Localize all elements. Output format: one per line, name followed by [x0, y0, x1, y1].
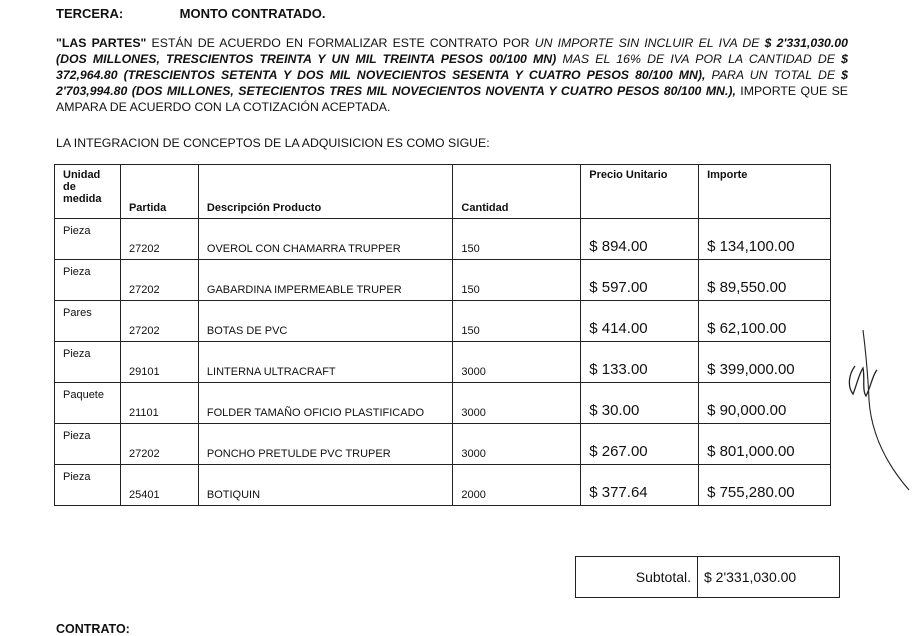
cell-partida: 27202	[120, 424, 198, 465]
para-amount-iva: $ 372,964.80 (TRESCIENTOS SETENTA Y DOS MIL NOVECIENTOS SESENTA Y CUATRO PESOS 80/100 MN),	[56, 52, 848, 82]
cell-partida: 21101	[120, 383, 198, 424]
cell-partida: 25401	[120, 465, 198, 506]
parties-text: "LAS PARTES"	[56, 36, 147, 50]
cell-quantity: 150	[453, 260, 581, 301]
cell-unit-price: $ 597.00	[581, 260, 699, 301]
cell-amount: $ 89,550.00	[699, 260, 831, 301]
table-row	[55, 342, 831, 383]
cell-unit-price: $ 894.00	[581, 219, 699, 260]
subtotal-box	[575, 556, 840, 598]
table-header-row	[55, 165, 831, 219]
cell-unit-price: $ 30.00	[581, 383, 699, 424]
cell-quantity: 3000	[453, 424, 581, 465]
cell-amount: $ 801,000.00	[699, 424, 831, 465]
para-italic-2: MAS EL 16% DE IVA POR LA CANTIDAD DE	[556, 52, 842, 66]
cell-description: OVEROL CON CHAMARRA TRUPPER	[198, 219, 453, 260]
cell-unit: Pieza	[55, 219, 121, 260]
cell-unit: Paquete	[55, 383, 121, 424]
header-unit: Unidad de medida	[55, 165, 121, 219]
cell-unit: Pieza	[55, 342, 121, 383]
cell-description: PONCHO PRETULDE PVC TRUPER	[198, 424, 453, 465]
cell-unit-price: $ 414.00	[581, 301, 699, 342]
cell-description: BOTIQUIN	[198, 465, 453, 506]
para-text-1: ESTÁN DE ACUERDO EN FORMALIZAR ESTE CONTRATO POR	[146, 36, 535, 50]
table-row	[55, 424, 831, 465]
cell-amount: $ 755,280.00	[699, 465, 831, 506]
subtotal-value: $ 2'331,030.00	[704, 569, 797, 585]
cell-quantity: 150	[453, 301, 581, 342]
para-amount-subtotal: $ 2'331,030.00 (DOS MILLONES, TRESCIENTOS TREINTA Y UN MIL TREINTA PESOS 00/100 MN)	[56, 36, 848, 66]
amount-paragraph	[56, 35, 848, 115]
cell-unit: Pieza	[55, 465, 121, 506]
cell-unit: Pares	[55, 301, 121, 342]
para-amount-total: $ 2'703,994.80 (DOS MILLONES, SETECIENTOS TRES MIL NOVECIENTOS NOVENTA Y CUATRO PESOS 80/100 MN.),	[56, 68, 848, 98]
cell-unit: Pieza	[55, 424, 121, 465]
cell-unit-price: $ 133.00	[581, 342, 699, 383]
table-intro: LA INTEGRACION DE CONCEPTOS DE LA ADQUISICION ES COMO SIGUE:	[56, 136, 490, 150]
cell-unit-price: $ 267.00	[581, 424, 699, 465]
footer-contract-label: CONTRATO:	[56, 622, 130, 636]
cell-quantity: 2000	[453, 465, 581, 506]
subtotal-label: Subtotal.	[576, 557, 698, 597]
table-row	[55, 383, 831, 424]
cell-quantity: 3000	[453, 383, 581, 424]
table-row	[55, 465, 831, 506]
clause-heading	[56, 6, 326, 21]
cell-amount: $ 399,000.00	[699, 342, 831, 383]
clause-label: TERCERA:	[56, 6, 124, 21]
cell-partida: 27202	[120, 219, 198, 260]
para-italic-1: UN IMPORTE SIN INCLUIR EL IVA DE	[534, 36, 765, 50]
cell-description: GABARDINA IMPERMEABLE TRUPER	[198, 260, 453, 301]
table-row	[55, 260, 831, 301]
cell-description: FOLDER TAMAÑO OFICIO PLASTIFICADO	[198, 383, 453, 424]
header-amount: Importe	[699, 165, 831, 219]
signature-scribble	[835, 330, 915, 500]
cell-quantity: 150	[453, 219, 581, 260]
header-quantity: Cantidad	[453, 165, 581, 219]
para-text-2: IMPORTE QUE SE AMPARA DE ACUERDO CON LA COTIZACIÓN ACEPTADA.	[56, 84, 848, 114]
para-italic-3: PARA UN TOTAL DE	[705, 68, 842, 82]
cell-description: BOTAS DE PVC	[198, 301, 453, 342]
clause-title: MONTO CONTRATADO.	[179, 6, 326, 21]
items-table	[54, 164, 831, 506]
cell-amount: $ 62,100.00	[699, 301, 831, 342]
cell-unit-price: $ 377.64	[581, 465, 699, 506]
cell-unit: Pieza	[55, 260, 121, 301]
table-row	[55, 219, 831, 260]
cell-description: LINTERNA ULTRACRAFT	[198, 342, 453, 383]
header-description: Descripción Producto	[198, 165, 453, 219]
cell-quantity: 3000	[453, 342, 581, 383]
header-unit-price: Precio Unitario	[581, 165, 699, 219]
cell-partida: 27202	[120, 260, 198, 301]
cell-amount: $ 134,100.00	[699, 219, 831, 260]
cell-amount: $ 90,000.00	[699, 383, 831, 424]
header-partida: Partida	[120, 165, 198, 219]
cell-partida: 27202	[120, 301, 198, 342]
table-row	[55, 301, 831, 342]
cell-partida: 29101	[120, 342, 198, 383]
handwritten-signature	[835, 330, 915, 505]
